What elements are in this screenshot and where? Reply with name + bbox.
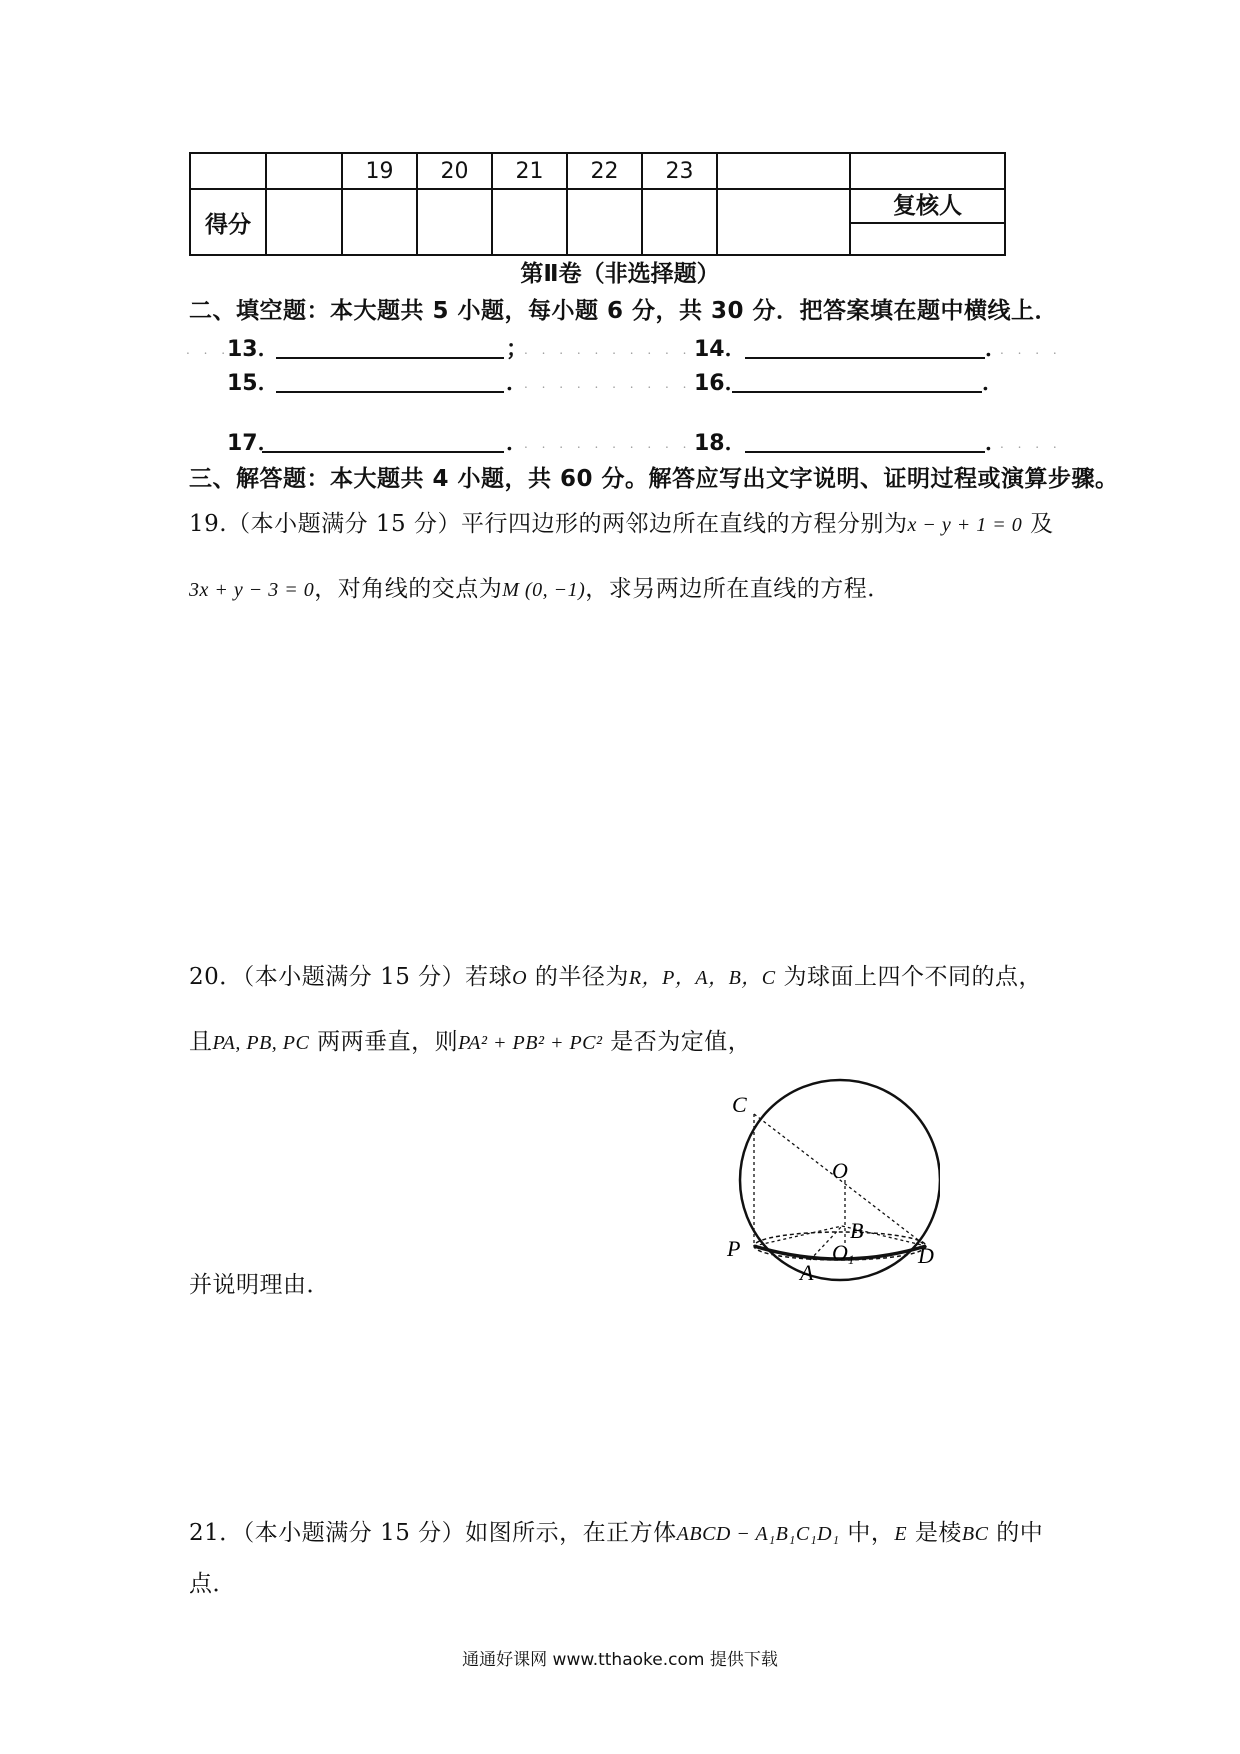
sphere-figure <box>720 1070 940 1290</box>
dot-leader: . . . . . . . . . . . <box>524 377 710 391</box>
question-21-is: 是棱 <box>907 1520 962 1546</box>
edge-bc: BC <box>961 1523 989 1545</box>
sum-of-squares: PA² + PB² + PC² <box>458 1032 603 1054</box>
label-o1: O <box>832 1240 848 1265</box>
blank-15-input[interactable] <box>276 367 504 393</box>
dot-leader: . . . . . . . . . . . <box>524 437 710 451</box>
dot-leader: . . . . . . . . . . . <box>524 343 710 357</box>
question-19-intro: 19.（本小题满分 15 分）平行四边形的两邻边所在直线的方程分别为 <box>189 511 908 537</box>
question-20-line2 <box>189 1023 751 1056</box>
blank-15-punct: ． <box>506 371 529 396</box>
score-cell <box>342 189 417 255</box>
table-header-cell: 19 <box>342 153 417 189</box>
section-fill-in-heading: 二、填空题：本大题共 5 小题，每小题 6 分，共 30 分．把答案填在题中横线上． <box>189 298 1059 324</box>
label-b: B <box>850 1218 864 1243</box>
part-title: 第Ⅱ卷（非选择题） <box>520 261 720 287</box>
blank-16-label: 16． <box>694 371 747 396</box>
reviewer-signature-area <box>851 224 1004 254</box>
blank-13-input[interactable] <box>276 333 504 359</box>
blank-17-label: 17． <box>227 431 280 456</box>
table-header-cell <box>850 153 1005 189</box>
segments: PA, PB, PC <box>212 1032 310 1054</box>
question-20-line3: 并说明理由． <box>189 1272 330 1298</box>
score-cell <box>717 189 850 255</box>
question-19-and: 及 <box>1022 511 1054 537</box>
reviewer-cell <box>850 189 1005 255</box>
question-20-radius-text: 的半径为 <box>527 964 629 990</box>
question-20-line2-b: 两两垂直，则 <box>309 1029 459 1055</box>
question-20-line1 <box>189 958 1042 991</box>
question-21-intro: 21．（本小题满分 15 分）如图所示，在正方体 <box>189 1520 677 1546</box>
table-header-cell: 21 <box>492 153 567 189</box>
blank-18-input[interactable] <box>745 427 985 453</box>
dot-leader: . . . <box>186 343 231 357</box>
question-20-line2-c: 是否为定值， <box>602 1029 752 1055</box>
question-21-end: 的中 <box>988 1520 1044 1546</box>
table-header-cell <box>717 153 850 189</box>
equation-1: x − y + 1 = 0 <box>907 514 1023 536</box>
label-d: D <box>918 1243 934 1268</box>
blank-18-punct: ． <box>985 431 1008 456</box>
blank-16-input[interactable] <box>732 367 982 393</box>
question-20-intro: 20．（本小题满分 15 分）若球 <box>189 964 513 990</box>
point-m: M (0, −1) <box>502 579 586 601</box>
blank-17-punct: ． <box>506 431 529 456</box>
table-corner-cell <box>190 153 266 189</box>
dot-leader: . . . . <box>1000 437 1062 451</box>
score-cell <box>492 189 567 255</box>
blank-17-input[interactable] <box>262 427 504 453</box>
question-19-end: ，求另两边所在直线的方程． <box>585 576 891 602</box>
cube-name: ABCD − A₁B₁C₁D₁ <box>676 1523 840 1545</box>
footer: 通通好课网 www.tthaoke.com 提供下载 <box>462 1650 778 1670</box>
question-21-line2: 点． <box>189 1571 236 1597</box>
label-p: P <box>727 1236 741 1261</box>
segment-pb <box>754 1226 842 1246</box>
blank-13-punct: ； <box>506 337 529 362</box>
label-c: C <box>732 1092 747 1117</box>
table-header-cell: 23 <box>642 153 717 189</box>
score-cell <box>642 189 717 255</box>
table-header-cell <box>266 153 342 189</box>
point-e: E <box>894 1523 908 1545</box>
score-cell <box>567 189 642 255</box>
question-21-mid: 中， <box>839 1520 895 1546</box>
blank-15-label: 15． <box>227 371 280 396</box>
sphere-points: R，P，A，B，C <box>628 967 776 989</box>
blank-16-punct: ． <box>982 371 1005 396</box>
equation-2: 3x + y − 3 = 0 <box>189 579 315 601</box>
blank-14-punct: ． <box>985 337 1008 362</box>
question-20-line2-a: 且 <box>189 1029 213 1055</box>
label-o1-subscript: 1 <box>848 1252 855 1267</box>
question-19-line2 <box>189 570 891 603</box>
score-table <box>189 152 1006 256</box>
score-cell <box>417 189 492 255</box>
blank-18-label: 18． <box>694 431 747 456</box>
question-20-tail: 为球面上四个不同的点， <box>775 964 1042 990</box>
sphere-o: O <box>512 967 528 989</box>
question-19-line1 <box>189 505 1054 538</box>
section-solution-heading: 三、解答题：本大题共 4 小题，共 60 分。解答应写出文字说明、证明过程或演算步骤。 <box>189 466 1119 492</box>
blank-13-label: 13． <box>227 337 280 362</box>
reviewer-label: 复核人 <box>893 193 962 219</box>
blank-14-label: 14． <box>694 337 747 362</box>
table-header-cell: 22 <box>567 153 642 189</box>
score-cell <box>266 189 342 255</box>
question-21-line1 <box>189 1514 1043 1547</box>
score-label: 得分 <box>190 189 266 255</box>
label-o: O <box>832 1158 848 1183</box>
dot-leader: . . . . <box>1000 343 1062 357</box>
blank-14-input[interactable] <box>745 333 985 359</box>
question-19-mid: ，对角线的交点为 <box>314 576 503 602</box>
label-a: A <box>800 1260 814 1285</box>
table-header-cell: 20 <box>417 153 492 189</box>
